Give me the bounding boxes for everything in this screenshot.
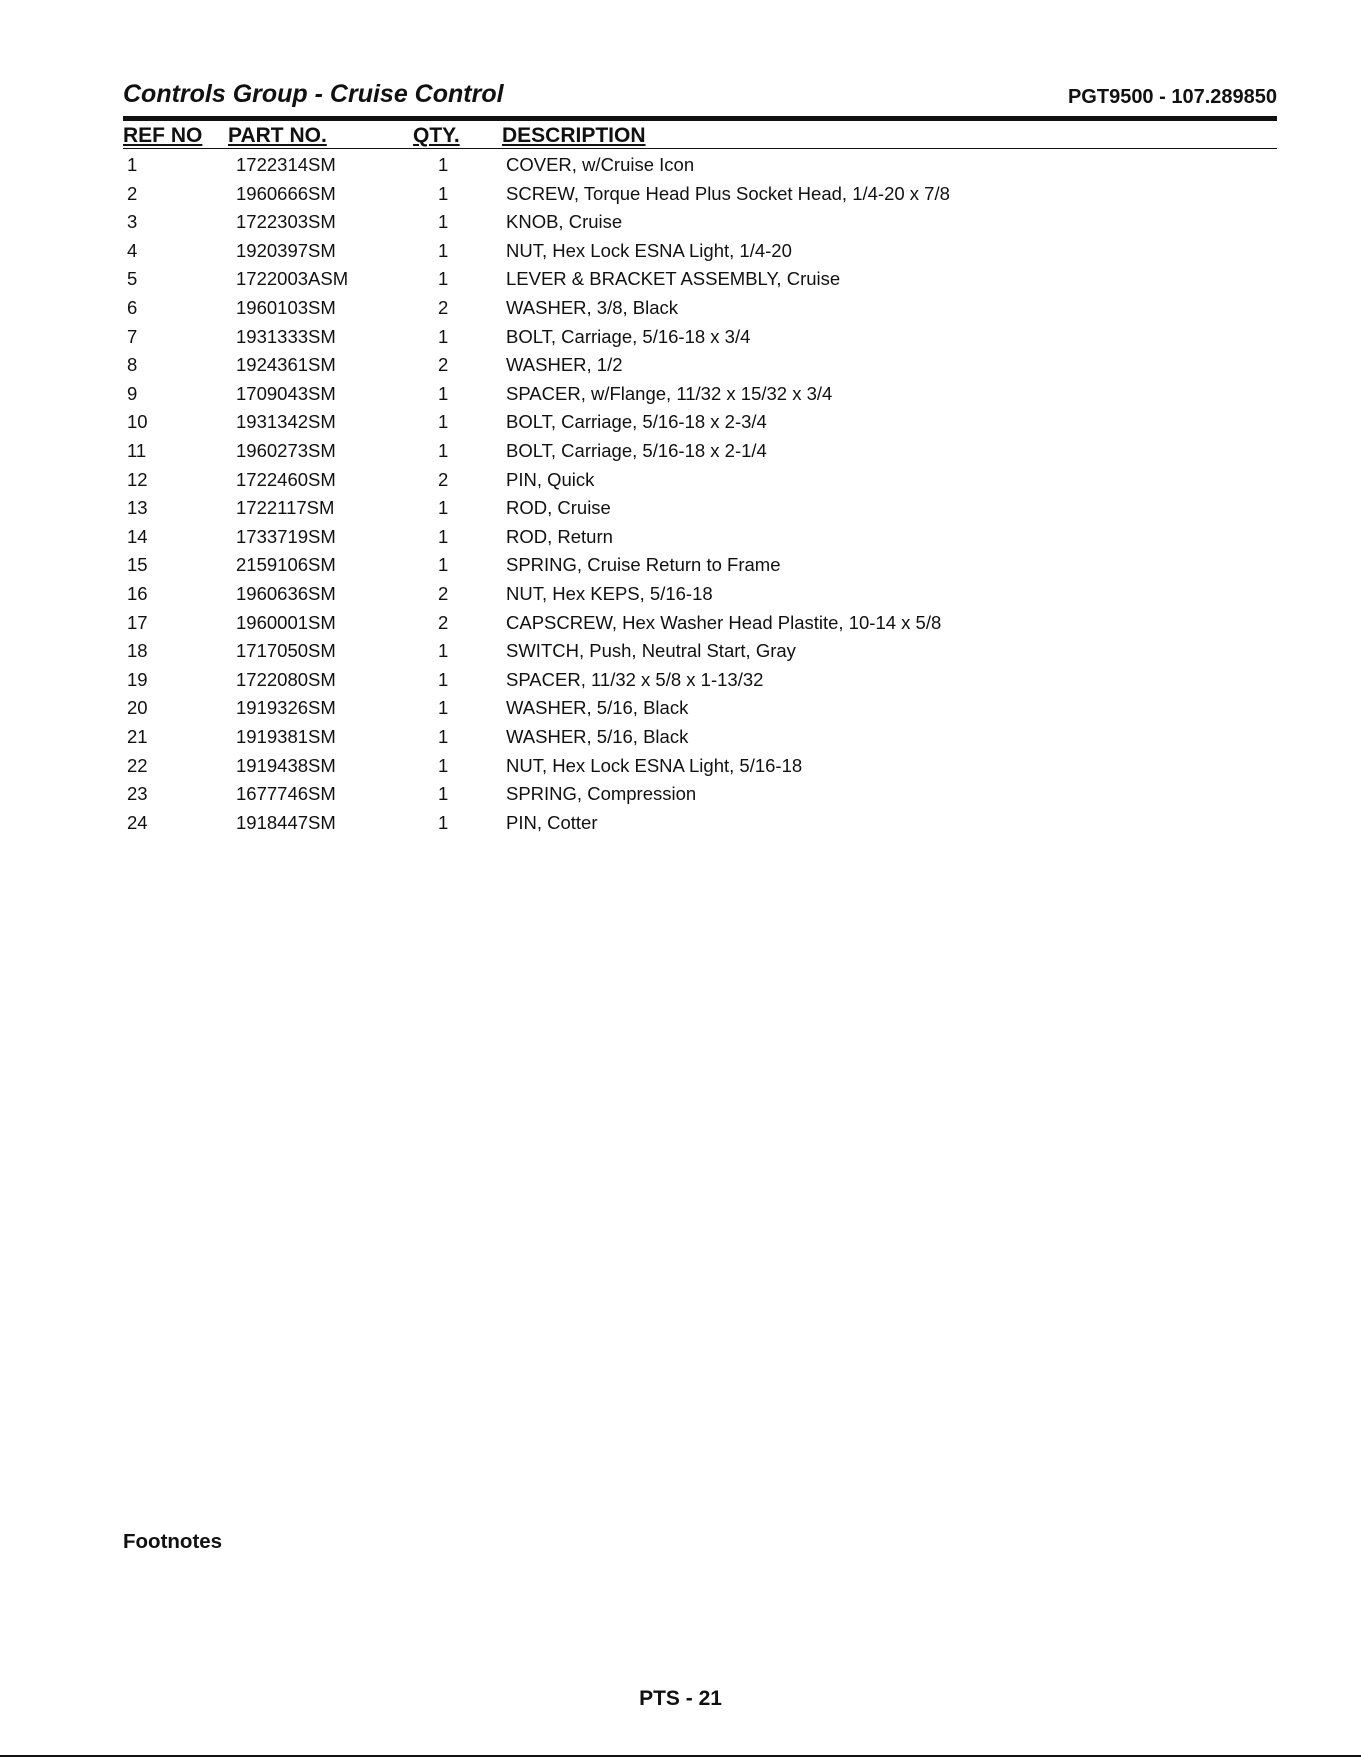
ref-no-cell: 4 (127, 239, 138, 261)
ref-no-cell: 11 (127, 440, 147, 461)
qty-cell: 1 (438, 697, 449, 719)
description-cell: CAPSCREW, Hex Washer Head Plastite, 10-14 x 5/8 (506, 611, 942, 633)
qty-cell: 1 (438, 754, 449, 776)
table-row (0, 154, 1361, 182)
table-row (0, 411, 1361, 439)
ref-no-cell: 5 (127, 268, 138, 290)
ref-no-cell: 18 (127, 640, 148, 662)
qty-cell: 1 (438, 268, 449, 290)
ref-no-cell: 15 (127, 554, 148, 576)
table-row (0, 211, 1361, 239)
ref-no-cell: 16 (127, 583, 148, 604)
part-no-cell: 1677746SM (236, 783, 336, 805)
ref-no-cell: 17 (127, 611, 148, 633)
ref-no-cell: 3 (127, 211, 138, 233)
description-cell: ROD, Return (506, 525, 613, 547)
ref-no-cell: 9 (127, 382, 138, 404)
qty-cell: 1 (438, 811, 449, 833)
ref-no-cell: 24 (127, 811, 148, 833)
table-row (0, 526, 1361, 554)
page-title: Controls Group - Cruise Control (123, 80, 504, 108)
table-row (0, 268, 1361, 296)
table-row (0, 669, 1361, 697)
description-cell: NUT, Hex Lock ESNA Light, 5/16-18 (506, 754, 803, 776)
part-no-cell: 1920397SM (236, 239, 336, 261)
table-row (0, 726, 1361, 754)
table-row (0, 497, 1361, 525)
table-row (0, 354, 1361, 382)
table-row (0, 183, 1361, 211)
ref-no-cell: 21 (127, 726, 148, 747)
qty-cell: 2 (438, 611, 449, 633)
description-cell: KNOB, Cruise (506, 211, 623, 233)
part-no-cell: 1722080SM (236, 668, 336, 690)
part-no-cell: 1722117SM (236, 497, 335, 519)
part-no-cell: 1960636SM (236, 583, 336, 604)
qty-cell: 1 (438, 640, 449, 662)
part-no-cell: 1717050SM (236, 640, 336, 662)
description-cell: SPRING, Compression (506, 783, 697, 805)
column-header-ref-no: REF NO (123, 124, 203, 147)
description-cell: SPACER, w/Flange, 11/32 x 15/32 x 3/4 (506, 382, 833, 404)
table-row (0, 812, 1361, 840)
part-no-cell: 1722303SM (236, 211, 336, 233)
header-rule (123, 116, 1277, 121)
description-cell: BOLT, Carriage, 5/16-18 x 3/4 (506, 325, 751, 347)
description-cell: NUT, Hex KEPS, 5/16-18 (506, 583, 713, 604)
part-no-cell: 1931342SM (236, 411, 336, 433)
description-cell: NUT, Hex Lock ESNA Light, 1/4-20 (506, 239, 792, 261)
part-no-cell: 2159106SM (236, 554, 336, 576)
description-cell: SWITCH, Push, Neutral Start, Gray (506, 640, 796, 662)
table-row (0, 755, 1361, 783)
table-row (0, 297, 1361, 325)
page-number: PTS - 21 (639, 1687, 722, 1710)
ref-no-cell: 6 (127, 297, 138, 318)
ref-no-cell: 20 (127, 697, 148, 719)
part-no-cell: 1931333SM (236, 325, 336, 347)
qty-cell: 2 (438, 354, 449, 376)
part-no-cell: 1960001SM (236, 611, 336, 633)
part-no-cell: 1960666SM (236, 182, 336, 204)
part-no-cell: 1919381SM (236, 726, 336, 747)
table-row (0, 554, 1361, 582)
ref-no-cell: 13 (127, 497, 148, 519)
qty-cell: 1 (438, 411, 449, 433)
column-header-qty: QTY. (413, 124, 460, 147)
table-row (0, 240, 1361, 268)
qty-cell: 1 (438, 554, 449, 576)
table-row (0, 469, 1361, 497)
part-no-cell: 1722314SM (236, 154, 336, 175)
qty-cell: 1 (438, 182, 449, 204)
ref-no-cell: 14 (127, 525, 148, 547)
ref-no-cell: 10 (127, 411, 148, 433)
part-no-cell: 1722003ASM (236, 268, 349, 290)
table-row (0, 783, 1361, 811)
qty-cell: 2 (438, 468, 449, 490)
table-row (0, 640, 1361, 668)
description-cell: WASHER, 3/8, Black (506, 297, 679, 318)
qty-cell: 2 (438, 583, 449, 604)
qty-cell: 1 (438, 325, 449, 347)
table-row (0, 440, 1361, 468)
ref-no-cell: 1 (127, 154, 138, 175)
part-no-cell: 1709043SM (236, 382, 336, 404)
description-cell: WASHER, 1/2 (506, 354, 623, 376)
column-header-rule (123, 148, 1277, 149)
qty-cell: 1 (438, 154, 449, 175)
qty-cell: 1 (438, 497, 449, 519)
part-no-cell: 1924361SM (236, 354, 336, 376)
ref-no-cell: 23 (127, 783, 148, 805)
ref-no-cell: 19 (127, 668, 148, 690)
qty-cell: 1 (438, 525, 449, 547)
description-cell: PIN, Quick (506, 468, 595, 490)
ref-no-cell: 7 (127, 325, 138, 347)
part-no-cell: 1919438SM (236, 754, 336, 776)
footer-rule (0, 1755, 1361, 1757)
table-row (0, 326, 1361, 354)
ref-no-cell: 8 (127, 354, 138, 376)
footnotes-label: Footnotes (123, 1530, 223, 1553)
description-cell: WASHER, 5/16, Black (506, 726, 689, 747)
part-no-cell: 1919326SM (236, 697, 336, 719)
table-row (0, 697, 1361, 725)
column-header-part-no: PART NO. (228, 124, 327, 147)
qty-cell: 1 (438, 783, 449, 805)
ref-no-cell: 12 (127, 468, 148, 490)
ref-no-cell: 22 (127, 754, 148, 776)
qty-cell: 1 (438, 440, 449, 461)
qty-cell: 1 (438, 668, 449, 690)
description-cell: SPACER, 11/32 x 5/8 x 1-13/32 (506, 668, 764, 690)
description-cell: COVER, w/Cruise Icon (506, 154, 695, 175)
description-cell: WASHER, 5/16, Black (506, 697, 689, 719)
part-no-cell: 1960103SM (236, 297, 336, 318)
description-cell: SCREW, Torque Head Plus Socket Head, 1/4-20 x 7/8 (506, 182, 950, 204)
description-cell: BOLT, Carriage, 5/16-18 x 2-1/4 (506, 440, 767, 461)
description-cell: PIN, Cotter (506, 811, 598, 833)
description-cell: SPRING, Cruise Return to Frame (506, 554, 781, 576)
qty-cell: 1 (438, 726, 449, 747)
table-row (0, 612, 1361, 640)
part-no-cell: 1918447SM (236, 811, 336, 833)
part-no-cell: 1722460SM (236, 468, 336, 490)
column-header-description: DESCRIPTION (502, 124, 646, 147)
table-row (0, 583, 1361, 611)
ref-no-cell: 2 (127, 182, 138, 204)
description-cell: LEVER & BRACKET ASSEMBLY, Cruise (506, 268, 841, 290)
qty-cell: 1 (438, 382, 449, 404)
qty-cell: 1 (438, 211, 449, 233)
model-number: PGT9500 - 107.289850 (1067, 86, 1277, 108)
description-cell: ROD, Cruise (506, 497, 611, 519)
description-cell: BOLT, Carriage, 5/16-18 x 2-3/4 (506, 411, 767, 433)
part-no-cell: 1733719SM (236, 525, 336, 547)
part-no-cell: 1960273SM (236, 440, 336, 461)
qty-cell: 2 (438, 297, 449, 318)
table-row (0, 383, 1361, 411)
qty-cell: 1 (438, 239, 449, 261)
